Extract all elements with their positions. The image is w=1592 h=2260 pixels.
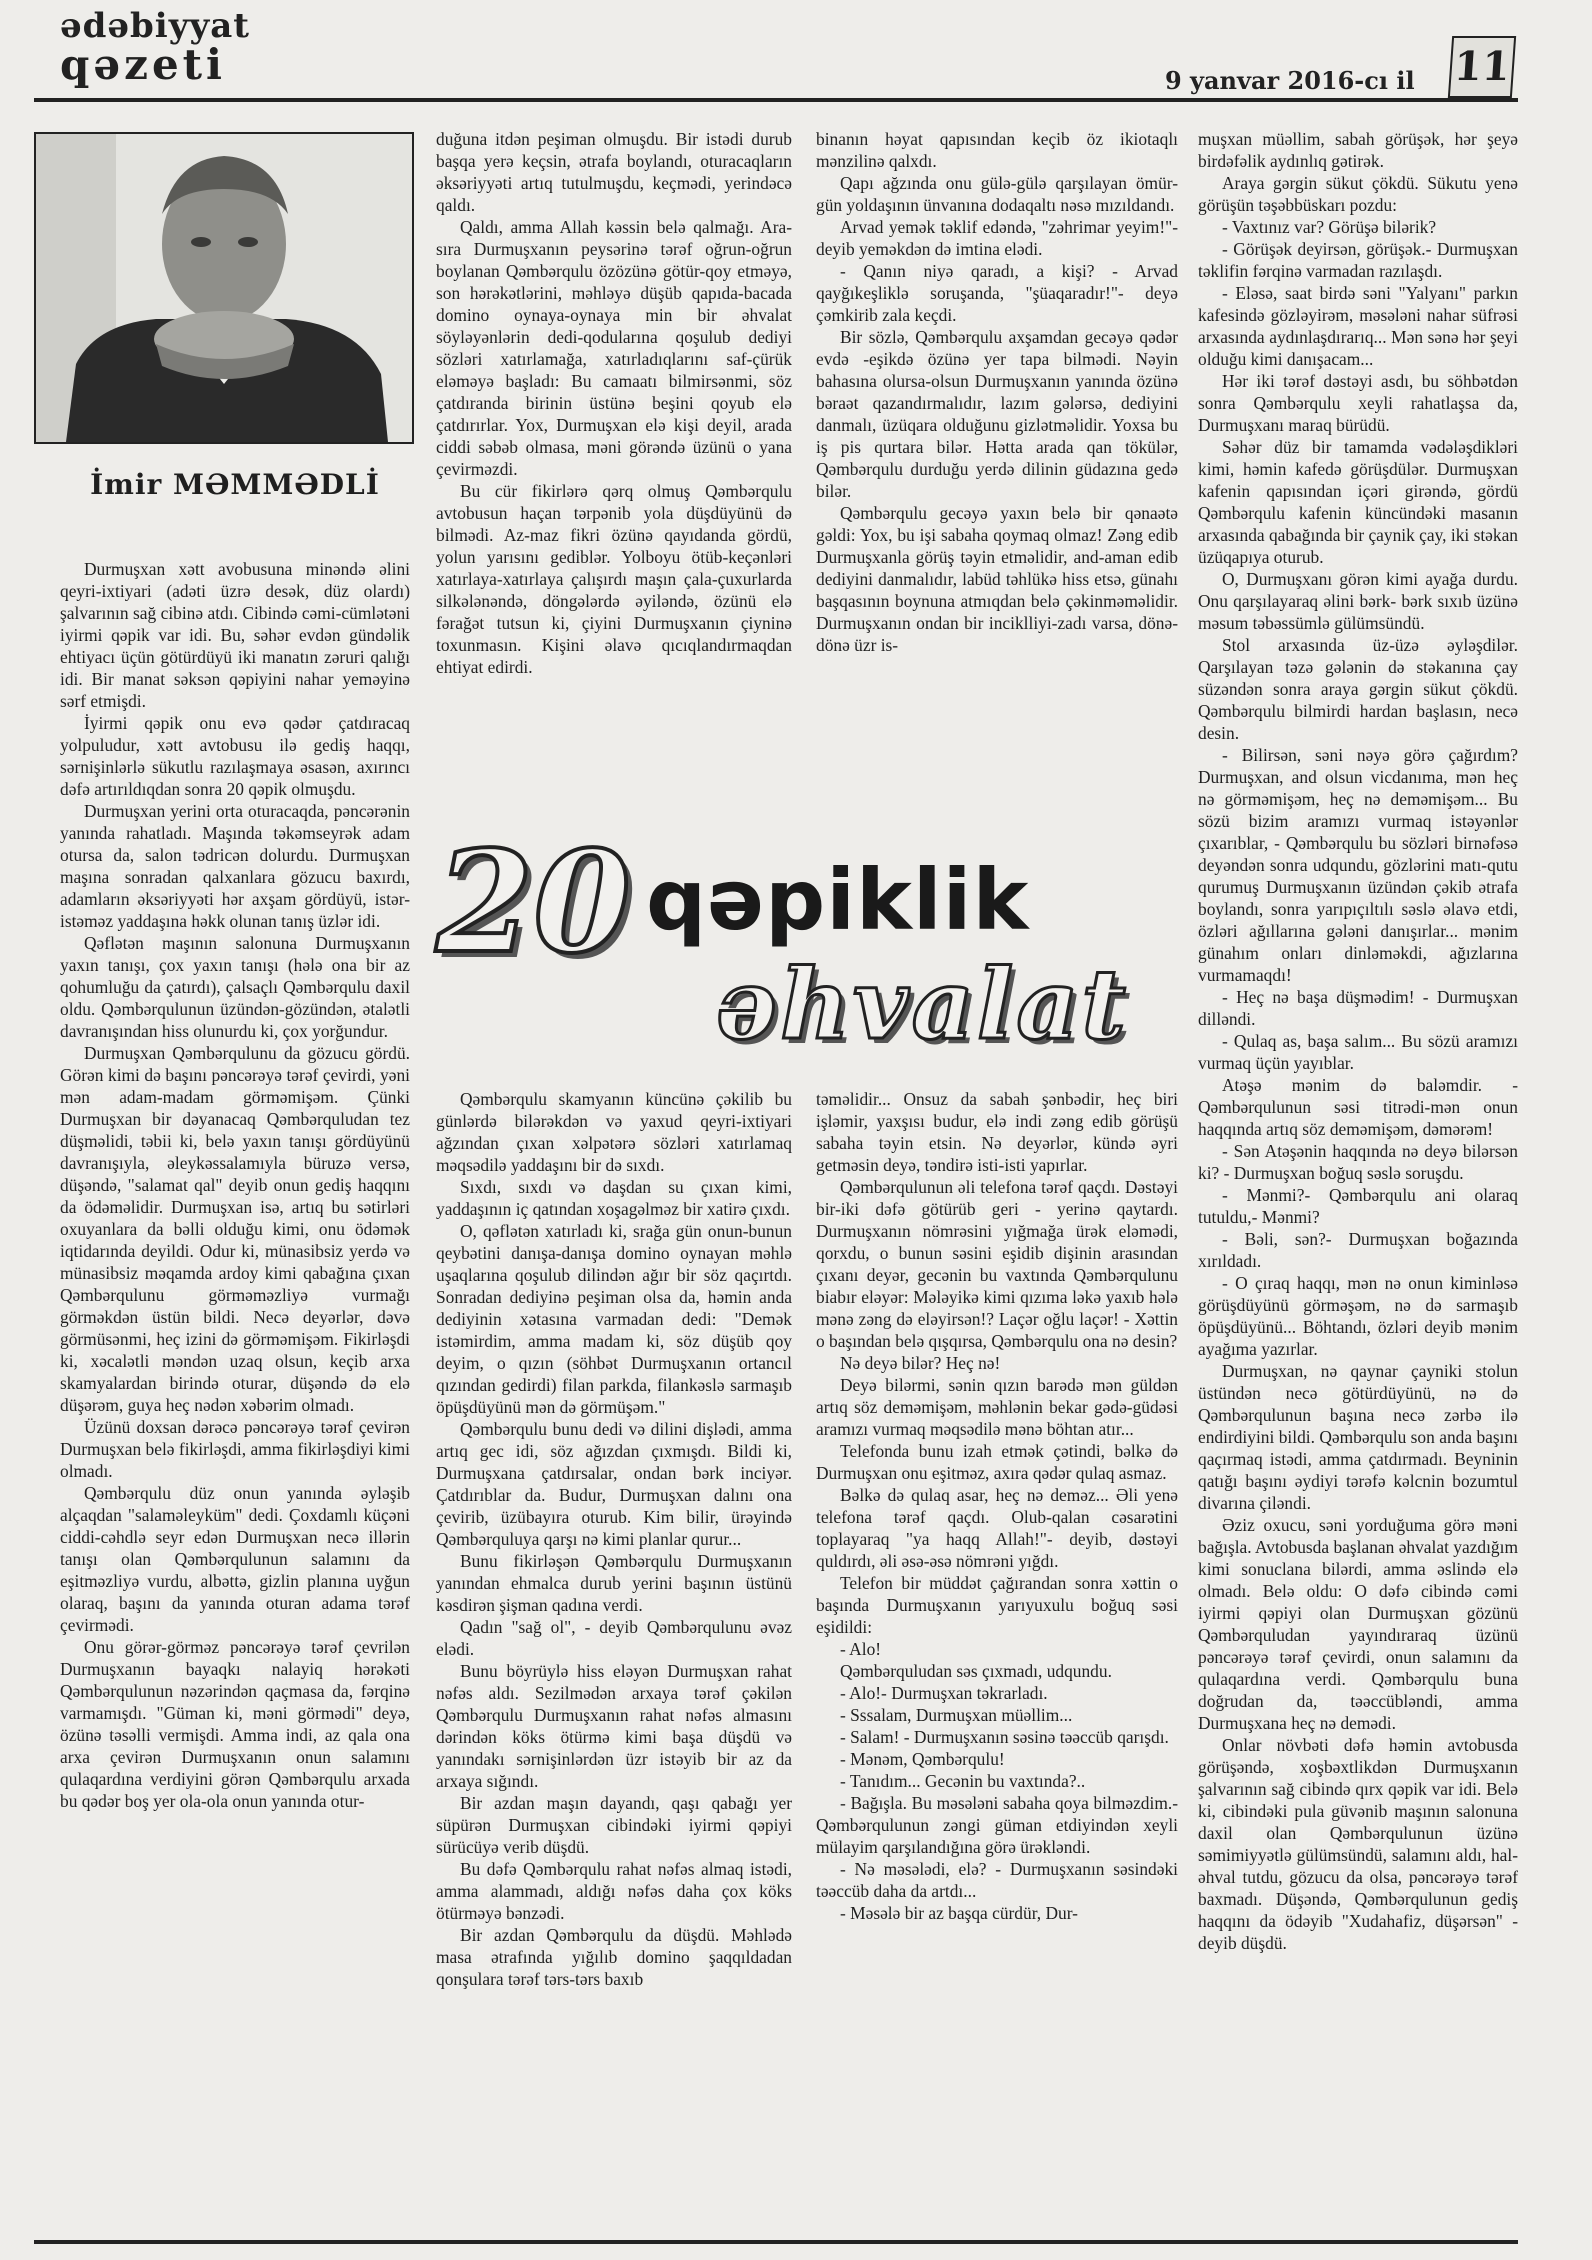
paragraph: - Nə məsələdi, elə? - Durmuşxanın səsindəki təəccüb daha da artdı...	[816, 1859, 1178, 1901]
paragraph: Onlar növbəti dəfə həmin avtobusda görüşəndə, xoşbəxtlikdən Durmuşxanın şalvarının sağ cibində qırx qəpik var idi. Belə ki, cibindəki pula güvənib maşının salonuna daxil olan Qəmbərqulunun üzünə səmimiyyətlə gülümsündü, salamını aldı, hal-əhval tutdu, gözucu da olsa, pəncərəyə tərəf baxmadı. Düşəndə, Qəmbərqulunun gediş haqqını da ödəyib "Xudahafiz, düşərsən" - deyib düşdü.	[1198, 1735, 1518, 1953]
paragraph: - Bağışla. Bu məsələni sabaha qoya bilməzdim.- Qəmbərqulunun zəngi güman etdiyindən xeyli mülayim qarşılandığına görə ürəkləndi.	[816, 1793, 1178, 1857]
top-rule	[34, 98, 1518, 102]
headline-word-2: əhvalat	[716, 948, 1129, 1061]
paragraph: Telefon bir müddət çağırandan sonra xəttin o başında Durmuşxanın yarıyuxulu boğuq səsi eşidildi:	[816, 1573, 1178, 1637]
paragraph: İyirmi qəpik onu evə qədər çatdıracaq yolpuludur, xətt avtobusu ilə gediş haqqı, sərnişinlərlə sükutlu razılaşmaya əsasən, axırıncı dəfə artırıldıqdan sonra 20 qəpik olmuşdu.	[60, 713, 410, 799]
paragraph: Bunu böyrüylə hiss eləyən Durmuşxan rahat nəfəs aldı. Sezilmədən arxaya tərəf çəkilən Qəmbərqulu Durmuşxanın rahat nəfəs almasını dərindən köks ötürmə kimi başa düşdü və yanındakı sərnişinlərdən üzr istəyib bir az da arxaya sığındı.	[436, 1661, 792, 1791]
paragraph: - Heç nə başa düşmədim! - Durmuşxan dilləndi.	[1198, 987, 1518, 1029]
column-1	[60, 558, 410, 2218]
paragraph: O, qəflətən xatırladı ki, srağa gün onun-bunun qeybətini danışa-danışa domino oynayan məhlə uşaqlarına qoşulub dilindən ağır bir söz qaçırtdı. Sonradan dediyinə peşiman olsa da, həmin anda dediyinin xətasına varmadan dedi: "Demək istəmirdim, amma madam ki, söz düşüb qoy deyim, o qızın (söhbət Durmuşxanın ortancıl qızından gedirdi) filan parkda, filankəslə sarmaşıb öpüşdüyünü mən də görmüşəm."	[436, 1221, 792, 1417]
paragraph: - Qulaq as, başa salım... Bu sözü aramızı vurmaq üçün yayıblar.	[1198, 1031, 1518, 1073]
paragraph: - Tanıdım... Gecənin bu vaxtında?..	[840, 1771, 1086, 1791]
paragraph: Durmuşxan, nə qaynar çayniki stolun üstündən necə götürdüyünü, nə də Qəmbərqulunun başına necə zərbə ilə endirdiyini bildi. Qəmbərqulu son anda başını qaçırmaq istədi, amma çatdırmadı. Beyninin qatığı başını əydiyi tərəfə kəlcnin bozumtul divarına çiləndi.	[1198, 1361, 1518, 1513]
bottom-rule	[34, 2240, 1518, 2244]
paragraph: - Alo!	[840, 1639, 882, 1659]
paragraph: Durmuşxan yerini orta oturacaqda, pəncərənin yanında rahatladı. Maşında təkəmseyrək adam otursa da, salon tədricən dolurdu. Durmuşxan maşına sonradan qalxanlara gözucu baxırdı, adamların əksəriyyəti hər axşam gördüyü, istər-istəməz yaddaşına həkk olunan tanış üzlər idi.	[60, 801, 410, 931]
paragraph: Qəmbərqulunun əli telefona tərəf qaçdı. Dəstəyi bir-iki dəfə götürüb geri - yerinə qaytardı. Durmuşxanın nömrəsini yığmağa ürək eləmədi, qorxdu, o bunun səsini eşidib dişinin arasından çıxanı deyər, gecənin bu vaxtında Qəmbərqulunu biabır eləyər: Mələyikə kimi qızıma ləkə yaxıb hələ mənə zəng də eləyirsən!? Laçər oğlu laçər! - Xəttin o başından belə qışqırsa, Qəmbərqulu ona nə desin?	[816, 1177, 1178, 1351]
paragraph: Qəmbərqulu düz onun yanında əyləşib alçaqdan "salaməleyküm" dedi. Çoxdamlı küçəni ciddi-cəhdlə seyr edən Durmuşxan necə illərin tanışı olan Qəmbərqulunun salamını da eşitməzliyə vurdu, albəttə, gizlin planına uyğun olaraq, başını da yanında oturan adama tərəf çevirmədi.	[60, 1483, 410, 1635]
headline-word-1: qəpiklik	[646, 851, 1030, 949]
paragraph: Səhər düz bir tamamda vədələşdikləri kimi, həmin kafedə görüşdülər. Durmuşxan kafenin qapısından içəri girəndə, gördü Qəmbərqulu kafenin küncündəki masanın arxasında qabağında bir çaynik çay, iki stəkan üzüqapıya oturub.	[1198, 437, 1518, 567]
column-3-top	[816, 128, 1178, 828]
paragraph: - Görüşək deyirsən, görüşək.- Durmuşxan təklifin fərqinə varmadan razılaşdı.	[1198, 239, 1518, 281]
issue-date: 9 yanvar 2016-cı il	[1165, 66, 1415, 95]
paragraph: Qəmbərquludan səs çıxmadı, udqundu.	[840, 1661, 1112, 1681]
paragraph: Bu dəfə Qəmbərqulu rahat nəfəs almaq istədi, amma alammadı, aldığı nəfəs daha çox köks ötürməyə bənzədi.	[436, 1859, 792, 1923]
paragraph: Qəflətən maşının salonuna Durmuşxanın yaxın tanışı, çox yaxın tanışı (hələ ona bir az qohumluğu da çatırdı), çalsaçlı Qəmbərqulu daxil oldu. Qəmbərqulunun üzündən-gözündən, ətalətli davranışından hiss olunurdu ki, çox yorğundur.	[60, 933, 410, 1041]
paragraph: - Bilirsən, səni nəyə görə çağırdım? Durmuşxan, and olsun vicdanıma, mən heç nə görməmişəm, heç nə deməmişəm... Bu sözü bizim aramızı vurmaq istəyənlər çıxarıblar, - Qəmbərqulu bu sözləri birnəfəsə deyəndən sonra udqundu, gözlərini matı-qutu qurumuş Durmuşxanın üzündən çəkib ətrafa boylandı, sonra yarıpıçıltılı səslə əlavə etdi, özləri ağıllarına gələni danışırlar... mənim günahım onları dinləməkdi, ağızlarına vurmamaqdı!	[1198, 745, 1518, 985]
paragraph: - O çıraq haqqı, mən nə onun kiminləsə görüşdüyünü görməşəm, nə də sarmaşıb öpüşdüyünü... Böhtandı, özləri deyib mənim ayağıma yazırlar.	[1198, 1273, 1518, 1359]
column-4	[1198, 128, 1518, 2228]
paragraph: Onu görər-görməz pəncərəyə tərəf çevrilən Durmuşxanın bayaqkı nalayiq hərəkəti Qəmbərqulunun nəzərindən qaçmasa da, fərqinə varmamışdı. "Güman ki, məni görmədi" deyə, özünə təsəlli vermişdi. Amma indi, az qala ona arxa çevirən Durmuşxanın onun salamını qulaqardına verdiyini görən Qəmbərqulu arxada bu qədər boş yer ola-ola onun yanında otur-	[60, 1637, 410, 1811]
paragraph: binanın həyat qapısından keçib öz ikiotaqlı mənzilinə qalxdı.	[816, 129, 1178, 171]
author-photo	[34, 132, 414, 444]
paragraph: Durmuşxan xətt avobusuna minəndə əlini qeyri-ixtiyari (adəti üzrə desək, düz olardı) şalvarının sağ cibinə atdı. Cibində cəmi-cümlətəni iyirmi qəpik var idi. Bu, səhər evdən gündəlik ehtiyacı üçün götürdüyü iki manatın zəruri qalığı idi. Bir manat səksən qəpiyini nahar yeməyinə sərf etmişdi.	[60, 559, 410, 711]
paragraph: Qəmbərqulu gecəyə yaxın belə bir qənaətə gəldi: Yox, bu işi sabaha qoymaq olmaz! Zəng edib Durmuşxanla görüş təyin etməlidir, and-aman edib dediyini danmalıdır, labüd təhlükə hiss etsə, günahı başqasının boynuna atmıqdan belə çəkinməməlidir. Durmuşxanın ondan bir inciklliyi-zadı varsa, dönə-dönə üzr is-	[816, 503, 1178, 655]
paragraph: Qaldı, amma Allah kəssin belə qalmağı. Ara-sıra Durmuşxanın peysərinə tərəf oğrun-oğrun boylanan Qəmbərqulu özözünə götür-qoy etməyə, son hərəkətlərini, məhləyə düşüb qapıda-bacada domino oynaya-oynaya min bir əhvalat söyləyənlərin dedi-qodularına qoşulub dediyi sözləri xatırlamağa, xatırladıqlarını saf-çürük eləməyə başladı: Bu camaatı bilmirsənmi, söz çatdıranda birinin üstünə beşini qoyub elə çatdırırlar. Yox, Durmuşxan elə kişi deyil, arada ciddi səbəb olmasa, məni görəndə üzünü o yana çevirməzdi.	[436, 217, 792, 479]
column-2-top	[436, 128, 792, 828]
paragraph: Qəmbərqulu bunu dedi və dilini dişlədi, amma artıq gec idi, söz ağızdan çıxmışdı. Bildi ki, Durmuşxana çatdırsalar, ondan bərk inciyər. Çatdırıblar da. Budur, Durmuşxan dalını ona çevirib, üzübayıra oturub. Kim bilir, ürəyində Qəmbərquluya qarşı nə kimi planlar qurur...	[436, 1419, 792, 1549]
paragraph: Arvad yemək təklif edəndə, "zəhrimar yeyim!"- deyib yeməkdən də imtina elədi.	[816, 217, 1178, 259]
paragraph: Atəşə mənim də baləmdir. - Qəmbərqulunun səsi titrədi-mən onun haqqında artıq söz deməmişəm, dəmərəm!	[1198, 1075, 1518, 1139]
paragraph: muşxan müəllim, sabah görüşək, hər şeyə birdəfəlik aydınlıq gətirək.	[1198, 129, 1518, 171]
column-2-bottom	[436, 1088, 792, 2228]
paragraph: Hər iki tərəf dəstəyi asdı, bu söhbətdən sonra Qəmbərqulu xeyli rahatlaşsa da, Durmuşxanı maraq bürüdü.	[1198, 371, 1518, 435]
paragraph: Əziz oxucu, səni yorduğuma görə məni bağışla. Avtobusda başlanan əhvalat yazdığım kimi sonuclana bilərdi, amma əslində elə olmadı. Belə oldu: O dəfə cibində cəmi iyirmi qəpiyi olan Durmuşxan gözünü Qəmbərquludan yayındıraraq üzünü pəncərəyə tərəf çevirdi, onun salamını da qulaqardına verdi. Qəmbərqulu buna doğrudan da, təəccübləndi, amma Durmuşxana heç nə demədi.	[1198, 1515, 1518, 1733]
paragraph: - Eləsə, saat birdə səni "Yalyanı" parkın kafesində gözləyirəm, məsələni nahar süfrəsi arxasında aydınlaşdırarıq... Mən sənə hər şeyi olduğu kimi danışacam...	[1198, 283, 1518, 369]
headline-number: 20	[436, 821, 631, 985]
paragraph: Bunu fikirləşən Qəmbərqulu Durmuşxanın yanından ehmalca durub yerini başının üstünü kəsdirən şişman qadına verdi.	[436, 1551, 792, 1615]
masthead-line1: ədəbiyyat	[60, 6, 250, 46]
paragraph: - Sən Atəşənin haqqında nə deyə bilərsən ki? - Durmuşxan boğuq səslə soruşdu.	[1198, 1141, 1518, 1183]
paragraph: Bir azdan Qəmbərqulu da düşdü. Məhlədə masa ətrafında yığılıb domino şaqqıldadan qonşulara tərəf tərs-tərs baxıb	[436, 1925, 792, 1989]
author-name: İmir MƏMMƏDLİ	[90, 468, 380, 501]
paragraph: Bir sözlə, Qəmbərqulu axşamdan gecəyə qədər evdə -eşikdə özünə yer tapa bilmədi. Nəyin bahasına olursa-olsun Durmuşxanın yanında özünə bəraət qazandırmalıdır, lazım gələrsə, dediyini danmalı, üzüqara olduğunu gizlətməlidir. Yoxsa bu iş pis qurtara bilər. Hətta arada qan tökülər, Qəmbərqulu durduğu yerdə dilinin güdazına gedə bilər.	[816, 327, 1178, 501]
paragraph: Bir azdan maşın dayandı, qaşı qabağı yer süpürən Durmuşxan cibindəki iyirmi qəpiyi sürücüyə verib düşdü.	[436, 1793, 792, 1857]
masthead-line2: qəzeti	[60, 40, 227, 89]
paragraph: - Məsələ bir az başqa cürdür, Dur-	[840, 1903, 1078, 1923]
column-3-bottom	[816, 1088, 1178, 2228]
article-headline	[436, 821, 1236, 1088]
paragraph: duğuna itdən peşiman olmuşdu. Bir istədi durub başqa yerə keçsin, ətrafa boylandı, oturacaqların əksəriyyəti artıq tutulmuşdu, keçmədi, yerindəcə qaldı.	[436, 129, 792, 215]
paragraph: Üzünü doxsan dərəcə pəncərəyə tərəf çevirən Durmuşxan belə fikirləşdi, amma fikirləşdiyi kimi olmadı.	[60, 1417, 410, 1481]
paragraph: Deyə bilərmi, sənin qızın barədə mən güldən artıq söz deməmişəm, məhlənin bekar gədə-güdəsi aramızı vurmaq məqsədilə mənə böhtan atır...	[816, 1375, 1178, 1439]
masthead-logo	[60, 6, 320, 89]
portrait-image	[36, 134, 412, 442]
page-number: 11	[1448, 36, 1516, 98]
paragraph: Qəmbərqulu skamyanın küncünə çəkilib bu günlərdə bilərəkdən və yaxud qeyri-ixtiyari ağzından çıxan xəlpətərə sözləri xatırlamaq məqsədilə yaddaşını bir də sıxdı.	[436, 1089, 792, 1175]
paragraph: Bu cür fikirlərə qərq olmuş Qəmbərqulu avtobusun haçan tərpənib yola düşdüyünü də bilmədi. Az-maz fikri özünə qayıdanda gördü, yolun yarısını gediblər. Yolboyu ötüb-keçənləri xatırlaya-xatırlaya çalışırdı maşın çala-çuxurlarda silkələnəndə, döngələrdə əyiləndə, özünü elə fərağət tutsun ki, çiyini Durmuşxanın çiyninə toxunmasın. Kişini əlavə qıcıqlandırmaqdan ehtiyat edirdi.	[436, 481, 792, 677]
paragraph: Araya gərgin sükut çökdü. Sükutu yenə görüşün təşəbbüskarı pozdu:	[1198, 173, 1518, 215]
paragraph: Qapı ağzında onu gülə-gülə qarşılayan ömür-gün yoldaşının ünvanına dodaqaltı nəsə mızıldandı.	[816, 173, 1178, 215]
paragraph: Qadın "sağ ol", - deyib Qəmbərqulunu əvəz elədi.	[436, 1617, 792, 1659]
paragraph: Bəlkə də qulaq asar, heç nə deməz... Əli yenə telefona tərəf qaçdı. Olub-qalan cəsarətini toplayaraq "ya haqq Allah!"- deyib, dəstəyi quldırdı, əli əsə-əsə nömrəni yığdı.	[816, 1485, 1178, 1571]
paragraph: - Alo!- Durmuşxan təkrarladı.	[840, 1683, 1048, 1703]
paragraph: O, Durmuşxanı görən kimi ayağa durdu. Onu qarşılayaraq əlini bərk- bərk sıxıb üzünə məsum təbəssümlə gülümsündü.	[1198, 569, 1518, 633]
paragraph: Stol arxasında üz-üzə əyləşdilər. Qarşılayan təzə gələnin də stəkanına çay süzəndən sonra araya gərgin sükut çökdü. Qəmbərqulu bilmirdi hardan başlasın, necə desin.	[1198, 635, 1518, 743]
paragraph: - Mənmi?- Qəmbərqulu ani olaraq tutuldu,- Mənmi?	[1198, 1185, 1518, 1227]
paragraph: təməlidir... Onsuz da sabah şənbədir, heç biri işləmir, yaxşısı budur, elə indi zəng edib görüşü sabaha təyin etsin. Nə deyərlər, kündə əyri getməsin deyə, təndirə isti-isti yapırlar.	[816, 1089, 1178, 1175]
paragraph: - Qanın niyə qaradı, a kişi? - Arvad qayğıkeşliklə soruşanda, "şüaqaradır!"- deyə çəmkirib zala keçdi.	[816, 261, 1178, 325]
paragraph: - Mənəm, Qəmbərqulu!	[840, 1749, 1005, 1769]
paragraph: Sıxdı, sıxdı və daşdan su çıxan kimi, yaddaşının iç qatından xoşagəlməz bir xatirə çıxdı.	[436, 1177, 792, 1219]
paragraph: - Salam! - Durmuşxanın səsinə təəccüb qarışdı.	[840, 1727, 1169, 1747]
paragraph: Nə deyə bilər? Heç nə!	[840, 1353, 1001, 1373]
paragraph: Durmuşxan Qəmbərqulunu da gözucu gördü. Görən kimi də başını pəncərəyə tərəf çevirdi, yəni mən adam-madam görməmişəm. Çünki Durmuşxan bir dəyanacaq Qəmbərquludan tez düşməlidi, təbii ki, belə yaxın tanışı gördüyünü davranışıyla, əleykəssalamıyla büruzə versə, düşəndə, "salamat qal" deyib onun gediş haqqını da ödəməlidir. Durmuşxan isə, artıq bu sətirləri oxuyanlara da bəlli olduğu kimi, onu ödəmək iqtidarında deyildi. Odur ki, münasibsiz yerdə və münasibsiz məqamda ardoy kimi qabağına çıxan Qəmbərqulunu görməməzliyə vurmağı görməkdən üstün bildi. Necə deyərlər, dəvə görmüsənmi, heç izini də görməmişəm. Fikirləşdi ki, xəcalətli məndən uzaq olsun, keçib arxa skamyalardan birində oturar, düşəndə də elə düşərəm, guya heç nədən xəbərim olmadı.	[60, 1043, 410, 1415]
paragraph: - Vaxtınız var? Görüşə bilərik?	[1222, 217, 1437, 237]
paragraph: Telefonda bunu izah etmək çətindi, bəlkə də Durmuşxan onu eşitməz, axıra qədər qulaq asmaz.	[816, 1441, 1178, 1483]
paragraph: - Bəli, sən?- Durmuşxan boğazında xırıldadı.	[1198, 1229, 1518, 1271]
paragraph: - Sssalam, Durmuşxan müəllim...	[840, 1705, 1073, 1725]
